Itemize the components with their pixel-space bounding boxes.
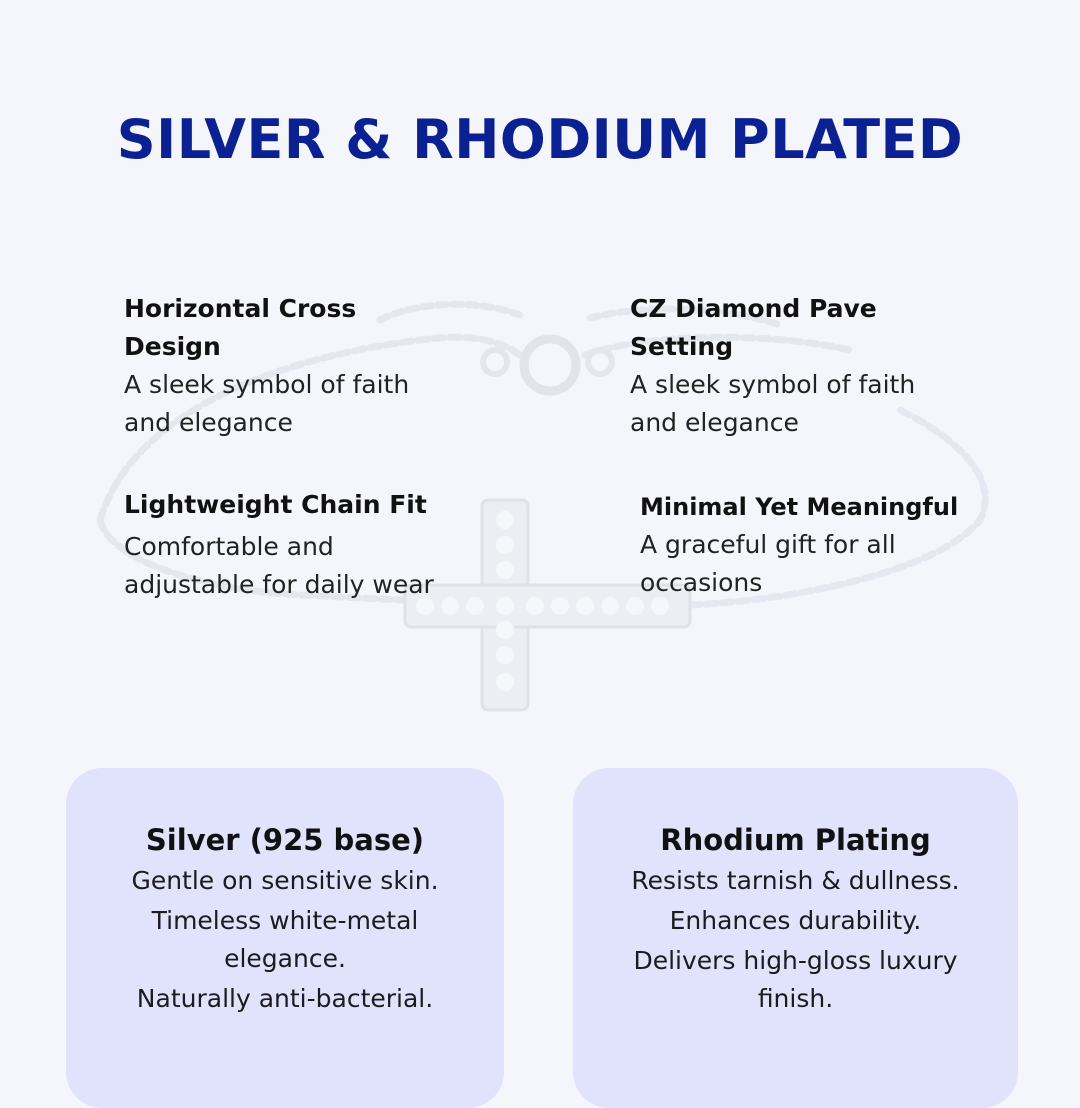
rhodium-card xyxy=(573,768,1018,1108)
rhodium-card-line: Enhances durability. xyxy=(669,906,922,935)
feature-heading: Minimal Yet Meaningful xyxy=(640,493,959,521)
page-title: SILVER & RHODIUM PLATED xyxy=(116,108,964,171)
feature-cz-diamond-pave-setting xyxy=(630,290,960,442)
silver-card-line: Gentle on sensitive skin. xyxy=(131,866,439,895)
feature-heading: Lightweight Chain Fit xyxy=(124,490,427,519)
silver-card-line: Naturally anti-bacterial. xyxy=(136,984,434,1013)
rhodium-card-line: Resists tarnish & dullness. xyxy=(631,866,960,895)
silver-card-heading: Silver (925 base) xyxy=(145,823,425,857)
feature-description: Comfortable and adjustable for daily wear xyxy=(124,532,434,599)
feature-description: A graceful gift for all occasions xyxy=(640,530,896,597)
feature-heading: Horizontal Cross Design xyxy=(124,294,357,361)
feature-lightweight-chain-fit xyxy=(124,486,454,604)
rhodium-card-line: Delivers high-gloss luxury finish. xyxy=(633,946,958,1013)
silver-card-line: Timeless white-metal elegance. xyxy=(151,906,419,973)
rhodium-card-heading: Rhodium Plating xyxy=(660,823,931,857)
feature-horizontal-cross-design xyxy=(124,290,454,442)
feature-minimal-yet-meaningful xyxy=(640,488,1020,602)
feature-description: A sleek symbol of faith and elegance xyxy=(124,370,410,437)
feature-description: A sleek symbol of faith and elegance xyxy=(630,370,916,437)
silver-card xyxy=(66,768,504,1108)
feature-heading: CZ Diamond Pave Setting xyxy=(630,294,877,361)
